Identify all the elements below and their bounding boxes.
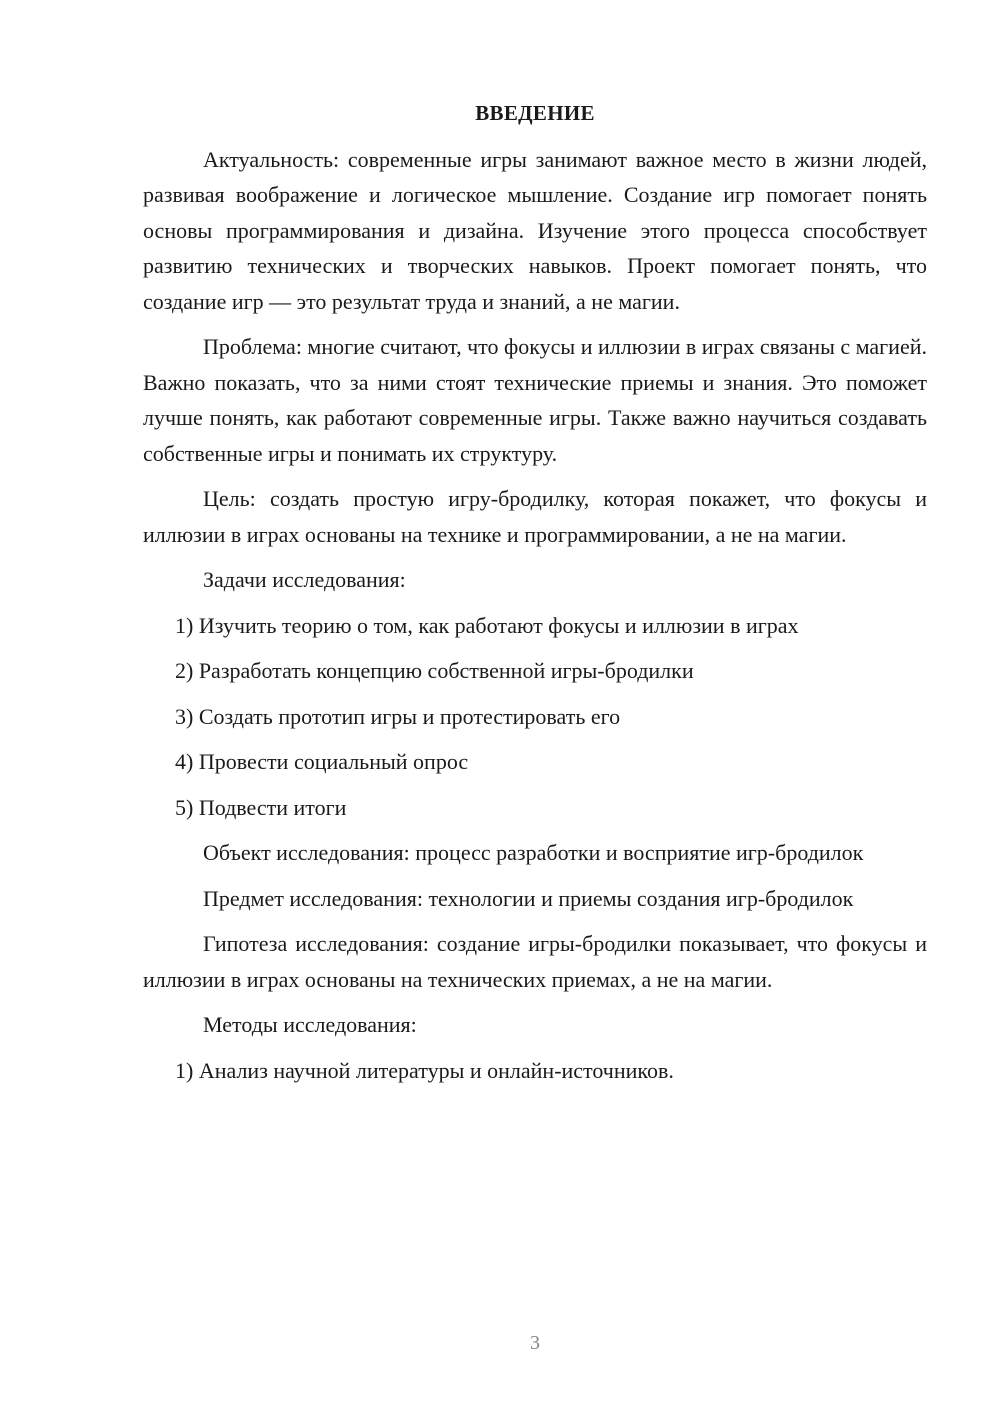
- goal-paragraph: Цель: создать простую игру-бродилку, которая покажет, что фокусы и иллюзии в играх основаны на технике и программировании, а не на магии.: [143, 486, 927, 547]
- methods-list: [143, 1053, 927, 1089]
- relevance-paragraph: Актуальность: современные игры занимают важное место в жизни людей, развивая воображение и логическое мышление. Создание игр помогает понять основы программирования и дизайна. Изучение этого процесса способствует развитию технических и творческих навыков. Проект помогает понять, что создание игр — это результат труда и знаний, а не магии.: [143, 146, 927, 314]
- tasks-list: [143, 608, 927, 826]
- object-paragraph: Объект исследования: процесс разработки и восприятие игр-бродилок: [203, 840, 864, 865]
- problem-paragraph: Проблема: многие считают, что фокусы и иллюзии в играх связаны с магией. Важно показать, что за ними стоят технические приемы и знания. Это поможет лучше понять, как работают современные игры. Также важно научиться создавать собственные игры и понимать их структуру.: [143, 334, 927, 466]
- hypothesis-paragraph: Гипотеза исследования: создание игры-бродилки показывает, что фокусы и иллюзии в играх основаны на технических приемах, а не на магии.: [143, 931, 927, 992]
- subject-paragraph: Предмет исследования: технологии и приемы создания игр-бродилок: [203, 885, 854, 911]
- page-content: [143, 96, 927, 1098]
- tasks-heading: Задачи исследования:: [203, 567, 406, 592]
- task-item: 1) Изучить теорию о том, как работают фокусы и иллюзии в играх: [175, 612, 799, 638]
- page-number: 3: [530, 1332, 540, 1354]
- task-item: 2) Разработать концепцию собственной игры-бродилки: [175, 658, 694, 683]
- task-item: 3) Создать прототип игры и протестировать его: [175, 703, 621, 729]
- methods-heading: Методы исследования:: [203, 1012, 417, 1037]
- task-item: 5) Подвести итоги: [175, 794, 347, 820]
- task-item: 4) Провести социальный опрос: [175, 749, 469, 774]
- method-item: 1) Анализ научной литературы и онлайн-источников.: [175, 1057, 674, 1083]
- page-title: ВВЕДЕНИЕ: [475, 101, 595, 125]
